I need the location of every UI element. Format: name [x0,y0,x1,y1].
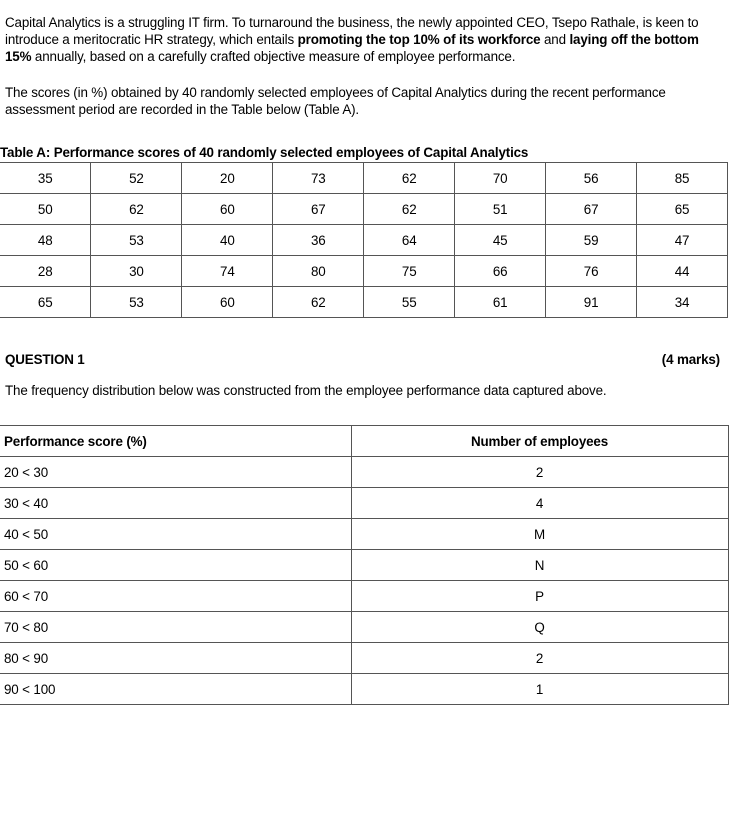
intro-bold-promote: promoting the top 10% of its workforce [297,32,541,47]
table-cell: 53 [91,225,182,256]
class-interval: 90 < 100 [0,674,351,705]
frequency-distribution-table [0,425,729,705]
table-row [0,519,728,550]
table-cell: 91 [546,287,637,318]
table-cell: 62 [364,163,455,194]
table-row [0,643,728,674]
table-row [0,163,728,194]
table-row [0,550,728,581]
class-interval: 30 < 40 [0,488,351,519]
class-interval: 20 < 30 [0,457,351,488]
question-text: The frequency distribution below was constructed from the employee performance data captured above. [5,383,607,398]
table-cell: 47 [637,225,728,256]
table-cell: 44 [637,256,728,287]
table-cell: 74 [182,256,273,287]
class-interval: 40 < 50 [0,519,351,550]
table-row [0,581,728,612]
table-row [0,612,728,643]
intro-text-part: annually, based on a carefully crafted objective measure of employee performance. [31,49,516,64]
frequency-value: 4 [351,488,728,519]
table-cell: 55 [364,287,455,318]
table-cell: 53 [91,287,182,318]
table-cell: 62 [364,194,455,225]
table-cell: 60 [182,287,273,318]
table-cell: 73 [273,163,364,194]
table-a-caption: Table A: Performance scores of 40 randomly selected employees of Capital Analytics [0,145,529,160]
table-cell: 35 [0,163,91,194]
table-row [0,674,728,705]
scores-paragraph: The scores (in %) obtained by 40 randomly selected employees of Capital Analytics during the recent performance assessment period are recorded in the Table below (Table A). [5,85,666,117]
frequency-value: 2 [351,643,728,674]
table-cell: 85 [637,163,728,194]
table-row [0,488,728,519]
table-cell: 48 [0,225,91,256]
intro-paragraph [5,14,725,65]
frequency-value: 1 [351,674,728,705]
table-cell: 70 [455,163,546,194]
table-cell: 52 [91,163,182,194]
table-cell: 65 [637,194,728,225]
table-cell: 62 [273,287,364,318]
table-row [0,457,728,488]
table-cell: 50 [0,194,91,225]
question-title: QUESTION 1 [5,352,85,367]
table-cell: 67 [273,194,364,225]
table-cell: 65 [0,287,91,318]
intro-bold-layoff: laying off the bottom 15% [5,32,699,64]
table-a-scores [0,162,728,318]
table-row [0,225,728,256]
class-interval: 50 < 60 [0,550,351,581]
question-marks: (4 marks) [661,352,720,367]
table-cell: 40 [182,225,273,256]
class-interval: 80 < 90 [0,643,351,674]
table-header-row [0,426,728,457]
table-cell: 20 [182,163,273,194]
table-cell: 56 [546,163,637,194]
table-cell: 80 [273,256,364,287]
table-cell: 60 [182,194,273,225]
table-cell: 76 [546,256,637,287]
table-row [0,287,728,318]
intro-text-part: Capital Analytics is a struggling IT firm. To turnaround the business, the newly appointed CEO, Tsepo Rathale, is keen to introduce a meritocratic HR strategy, which entails [5,15,699,47]
table-cell: 61 [455,287,546,318]
table-cell: 62 [91,194,182,225]
table-cell: 51 [455,194,546,225]
table-cell: 59 [546,225,637,256]
frequency-value: P [351,581,728,612]
class-interval: 60 < 70 [0,581,351,612]
frequency-value: Q [351,612,728,643]
header-employees: Number of employees [351,426,728,457]
table-cell: 30 [91,256,182,287]
frequency-value: M [351,519,728,550]
table-cell: 75 [364,256,455,287]
class-interval: 70 < 80 [0,612,351,643]
table-cell: 28 [0,256,91,287]
header-score: Performance score (%) [0,426,351,457]
table-cell: 45 [455,225,546,256]
intro-text-part: and [540,32,570,47]
table-cell: 66 [455,256,546,287]
table-row [0,256,728,287]
frequency-value: 2 [351,457,728,488]
frequency-value: N [351,550,728,581]
table-cell: 67 [546,194,637,225]
table-cell: 36 [273,225,364,256]
table-cell: 64 [364,225,455,256]
table-row [0,194,728,225]
table-cell: 34 [637,287,728,318]
